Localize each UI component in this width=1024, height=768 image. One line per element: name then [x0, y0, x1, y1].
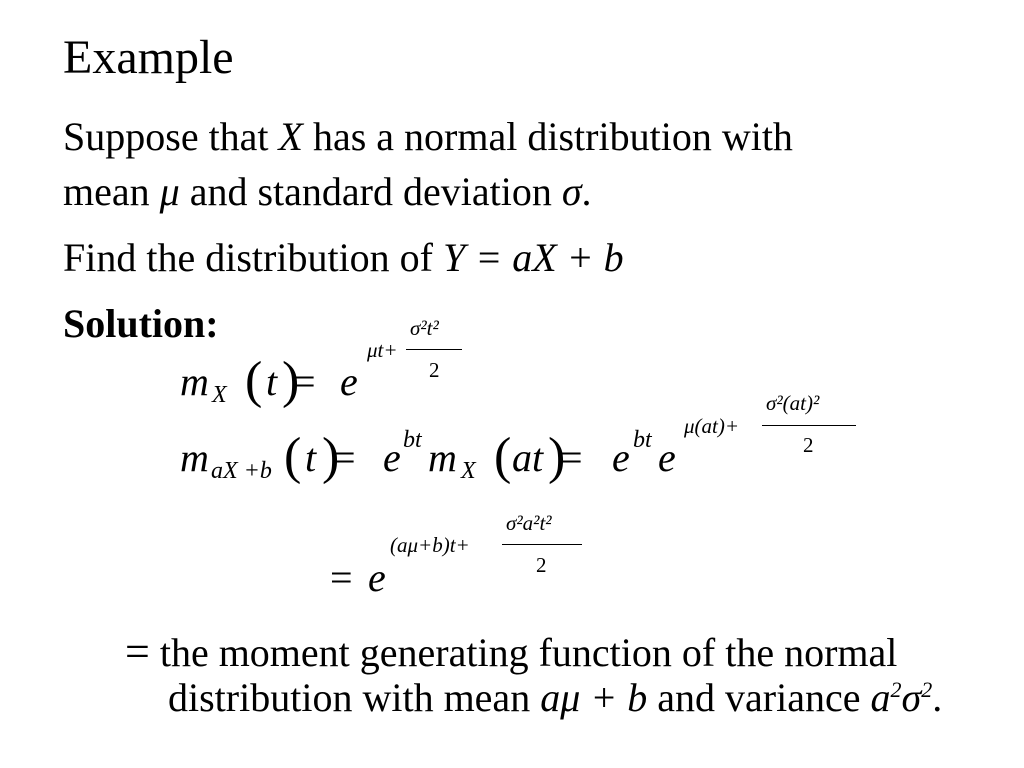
conclusion-line-1	[125, 627, 898, 676]
eq2-bt-exponent-1: bt	[403, 427, 422, 453]
eq2-e3: e	[658, 435, 676, 480]
problem-text: has a normal distribution with	[302, 114, 793, 159]
eq1-subscript: X	[212, 382, 227, 408]
eq2-exponent-left: μ(at)+	[684, 414, 740, 438]
eq2-exponent-denominator: 2	[803, 433, 814, 457]
eq3-fraction-bar	[502, 544, 582, 545]
eq1-fraction-bar	[406, 349, 462, 350]
problem-line-1	[63, 114, 793, 159]
eq2-e1: e	[383, 435, 401, 480]
conclusion-text: distribution with mean	[168, 675, 541, 720]
eq2-subscript: aX +b	[211, 458, 272, 484]
eq3-exponent-numerator: σ²a²t²	[506, 511, 552, 535]
eq1-rparen: )	[282, 352, 300, 409]
eq2-bt-exponent-2: bt	[633, 427, 652, 453]
conclusion-text: the moment generating function of the normal	[149, 630, 898, 675]
conclusion-line-2	[168, 675, 943, 720]
transform-expression: Y = aX + b	[443, 235, 624, 280]
eq1-lparen: (	[245, 352, 263, 409]
eq3-exponent-left: (aμ+b)t+	[390, 533, 470, 557]
eq2-subscript-2: X	[461, 458, 476, 484]
eq2-m: m	[180, 435, 209, 480]
eq3-e: e	[368, 555, 386, 600]
eq2-t: t	[305, 435, 317, 480]
conclusion-equals: =	[125, 627, 150, 676]
eq3-equals: =	[330, 555, 353, 600]
eq1-exponent-left: μt+	[367, 338, 398, 362]
eq1-e: e	[340, 359, 358, 404]
mean-expression: aμ + b	[540, 675, 648, 720]
variable-x: X	[278, 114, 303, 159]
eq2-equals-1: =	[333, 435, 356, 480]
problem-text: mean	[63, 169, 160, 214]
eq2-e2: e	[612, 435, 630, 480]
symbol-sigma: σ	[561, 169, 582, 214]
variance-a-exponent: 2	[890, 677, 902, 702]
eq1-t: t	[266, 359, 278, 404]
eq2-at: at	[512, 435, 544, 480]
variance-sigma-exponent: 2	[921, 677, 933, 702]
eq2-fraction-bar	[762, 425, 856, 426]
symbol-mu: μ	[159, 169, 180, 214]
variance-sigma: σ	[901, 675, 922, 720]
eq1-m: m	[180, 359, 209, 404]
eq2-m2: m	[428, 435, 457, 480]
problem-text: Find the distribution of	[63, 235, 443, 280]
conclusion-text: and variance	[647, 675, 871, 720]
problem-text: Suppose that	[63, 114, 279, 159]
problem-line-2	[63, 169, 592, 214]
problem-text: and standard deviation	[179, 169, 562, 214]
eq1-exponent-numerator: σ²t²	[410, 316, 439, 340]
solution-label: Solution:	[63, 301, 219, 346]
eq2-rparen-2: )	[548, 428, 566, 485]
problem-line-3	[63, 235, 624, 280]
eq3-exponent-denominator: 2	[536, 553, 547, 577]
eq2-exponent-numerator: σ²(at)²	[766, 391, 820, 415]
eq2-equals-2: =	[560, 435, 583, 480]
period: .	[932, 675, 943, 720]
eq1-equals: =	[293, 359, 316, 404]
eq2-rparen: )	[322, 428, 340, 485]
variance-a: a	[870, 675, 891, 720]
period: .	[581, 169, 592, 214]
slide-title: Example	[63, 31, 234, 84]
eq2-lparen: (	[284, 428, 302, 485]
eq2-lparen-2: (	[494, 428, 512, 485]
eq1-exponent-denominator: 2	[429, 358, 440, 382]
